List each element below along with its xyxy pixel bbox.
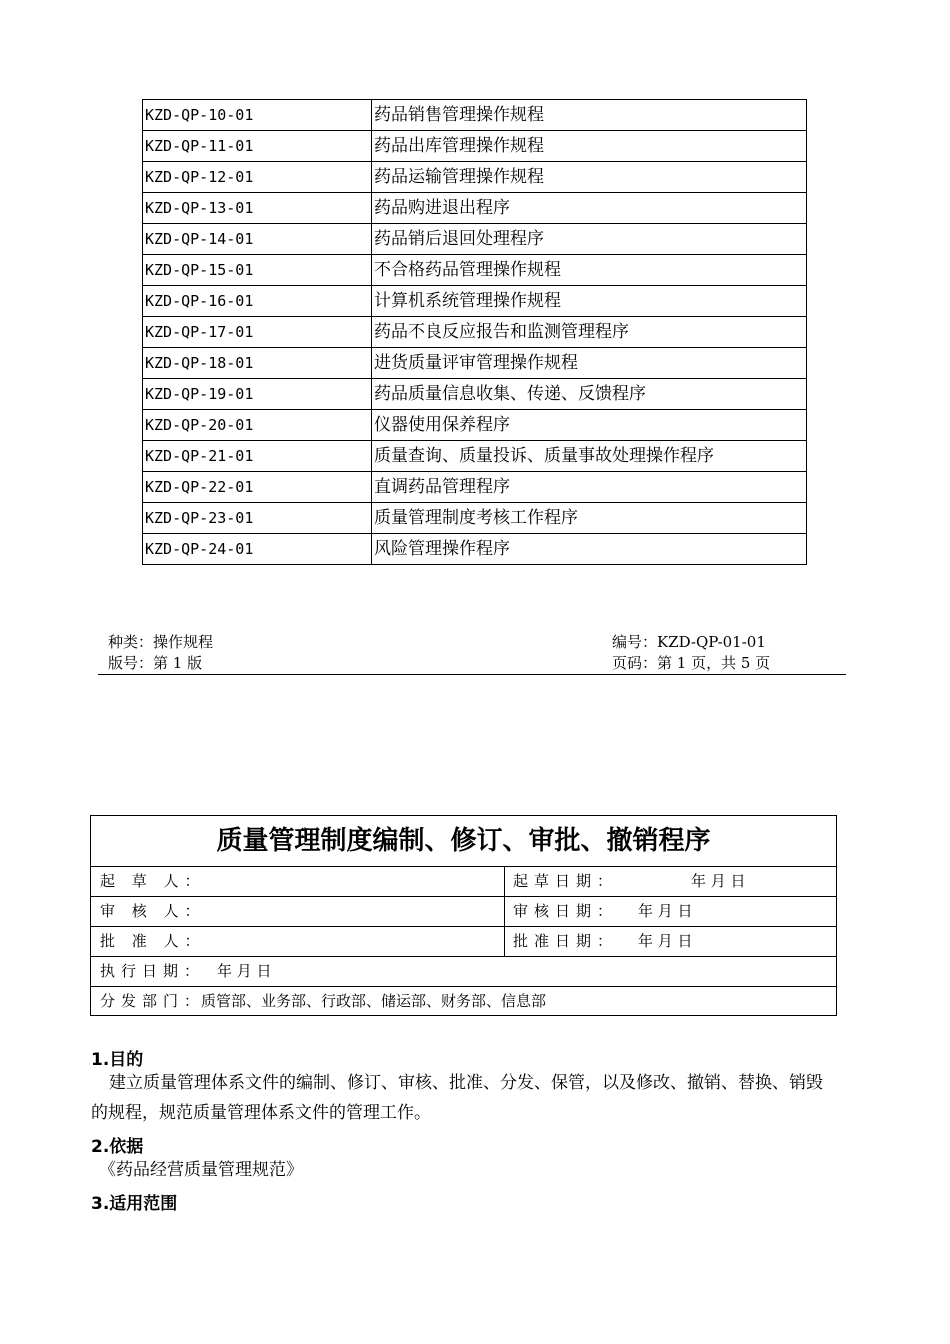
table-row <box>143 348 807 379</box>
procedure-code: KZD-QP-10-01 <box>143 100 372 131</box>
table-row <box>143 534 807 565</box>
procedure-code: KZD-QP-14-01 <box>143 224 372 255</box>
table-row <box>143 503 807 534</box>
draft-date-label: 起草日期： <box>513 872 619 890</box>
procedure-title: 药品销后退回处理程序 <box>372 224 807 255</box>
procedure-title: 质量管理制度考核工作程序 <box>372 503 807 534</box>
procedure-code: KZD-QP-18-01 <box>143 348 372 379</box>
procedure-code: KZD-QP-24-01 <box>143 534 372 565</box>
header-page-number: 页码：第 1 页，共 5 页 <box>612 654 771 672</box>
table-row <box>143 255 807 286</box>
procedure-title: 直调药品管理程序 <box>372 472 807 503</box>
approve-date-value: 年 月 日 <box>638 932 693 950</box>
procedure-code: KZD-QP-19-01 <box>143 379 372 410</box>
procedure-title: 不合格药品管理操作规程 <box>372 255 807 286</box>
procedure-title: 药品出库管理操作规程 <box>372 131 807 162</box>
section-purpose-line-2: 的规程，规范质量管理体系文件的管理工作。 <box>91 1103 431 1123</box>
procedure-code: KZD-QP-20-01 <box>143 410 372 441</box>
table-row <box>143 162 807 193</box>
procedure-code: KZD-QP-17-01 <box>143 317 372 348</box>
form-row-drafter <box>91 867 836 897</box>
reviewer-label: 审 核 人： <box>100 902 206 920</box>
form-row-distribution <box>91 987 836 1017</box>
approver-label: 批 准 人： <box>100 932 206 950</box>
procedure-code: KZD-QP-15-01 <box>143 255 372 286</box>
procedure-code: KZD-QP-23-01 <box>143 503 372 534</box>
procedure-code: KZD-QP-13-01 <box>143 193 372 224</box>
procedure-title: 质量查询、质量投诉、质量事故处理操作程序 <box>372 441 807 472</box>
procedure-title: 药品不良反应报告和监测管理程序 <box>372 317 807 348</box>
header-version: 版号：第 1 版 <box>108 654 203 672</box>
section-basis-line-1: 《药品经营质量管理规范》 <box>99 1160 303 1180</box>
header-divider <box>98 674 846 675</box>
approve-date-label: 批准日期： <box>513 932 619 950</box>
procedure-code: KZD-QP-22-01 <box>143 472 372 503</box>
header-doc-number: 编号：KZD-QP-01-01 <box>612 633 766 651</box>
procedure-code: KZD-QP-21-01 <box>143 441 372 472</box>
table-row <box>143 224 807 255</box>
form-title: 质量管理制度编制、修订、审批、撤销程序 <box>91 816 836 867</box>
effective-date-value: 年 月 日 <box>217 962 272 980</box>
procedure-title: 药品质量信息收集、传递、反馈程序 <box>372 379 807 410</box>
section-scope-heading: 3.适用范围 <box>91 1194 178 1214</box>
table-row <box>143 441 807 472</box>
procedure-list-body <box>143 100 807 565</box>
procedure-title: 药品购进退出程序 <box>372 193 807 224</box>
distribution-value: 质管部、业务部、行政部、储运部、财务部、信息部 <box>201 992 547 1010</box>
procedure-title: 风险管理操作程序 <box>372 534 807 565</box>
section-purpose-heading: 1.目的 <box>91 1050 144 1070</box>
form-row-reviewer <box>91 897 836 927</box>
procedure-title: 仪器使用保养程序 <box>372 410 807 441</box>
table-row <box>143 286 807 317</box>
procedure-title: 计算机系统管理操作规程 <box>372 286 807 317</box>
section-purpose-line-1: 建立质量管理体系文件的编制、修订、审核、批准、分发、保管，以及修改、撤销、替换、销毁 <box>109 1073 823 1093</box>
drafter-label: 起 草 人： <box>100 872 206 890</box>
procedure-list-table <box>142 99 807 565</box>
header-category: 种类：操作规程 <box>108 633 214 651</box>
procedure-title: 进货质量评审管理操作规程 <box>372 348 807 379</box>
table-row <box>143 472 807 503</box>
table-row <box>143 317 807 348</box>
section-basis-heading: 2.依据 <box>91 1137 144 1157</box>
distribution-label: 分发部门： <box>100 992 206 1010</box>
effective-date-label: 执行日期： <box>100 962 206 980</box>
review-date-value: 年 月 日 <box>638 902 693 920</box>
procedure-title: 药品销售管理操作规程 <box>372 100 807 131</box>
table-row <box>143 100 807 131</box>
draft-date-value: 年 月 日 <box>691 872 746 890</box>
procedure-title: 药品运输管理操作规程 <box>372 162 807 193</box>
procedure-code: KZD-QP-11-01 <box>143 131 372 162</box>
review-date-label: 审核日期： <box>513 902 619 920</box>
procedure-code: KZD-QP-12-01 <box>143 162 372 193</box>
table-row <box>143 410 807 441</box>
table-row <box>143 131 807 162</box>
table-row <box>143 379 807 410</box>
form-row-approver <box>91 927 836 957</box>
procedure-code: KZD-QP-16-01 <box>143 286 372 317</box>
form-row-effective-date <box>91 957 836 987</box>
approval-form <box>90 815 837 1016</box>
table-row <box>143 193 807 224</box>
